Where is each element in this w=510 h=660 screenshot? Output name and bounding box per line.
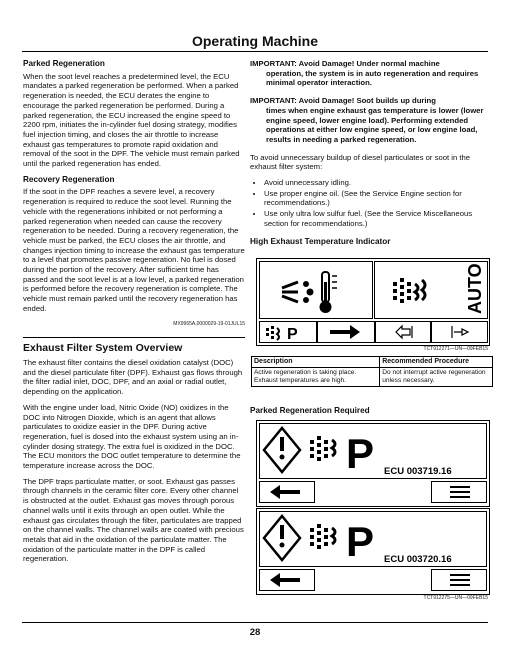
list-item: • Use only ultra low sulfur fuel. (See the Service Miscellaneous section for recommendations.) [264,209,492,228]
important-notice-2-body: times when engine exhaust gas temperature is lower (lower engine speed, lower engine load). Performing extended operations at either low engine speed, or low engine load, results in needing a parked regeneration. [266,105,484,144]
parked-regeneration-heading: Parked Regeneration [23,59,105,68]
bullet-list [250,178,492,229]
table-header-description: Description [252,357,380,368]
figure-reference-1: TCT912271—UN—09FEB15 [423,346,488,352]
page-title: Operating Machine [191,33,319,49]
back-key[interactable] [259,481,315,503]
svg-text:P: P [346,518,375,565]
parked-regen-warning-icon [260,512,486,566]
auto-regen-icon-box [374,261,488,319]
right-arrow-icon [318,322,374,342]
warning-screen-1 [259,423,487,479]
enter-key[interactable] [431,321,488,343]
ecu-code-2: ECU 003720.16 [384,554,452,565]
parked-regen-soft-key[interactable] [259,321,317,343]
back-key[interactable] [259,569,315,591]
table-cell: Do not interrupt active regeneration unless necessary. [380,368,493,387]
ecu-code-1: ECU 003719.16 [384,466,452,477]
left-column [23,59,245,570]
svg-text:P: P [287,326,298,342]
overview-paragraph-2: With the engine under load, Nitric Oxide (NO) oxidizes in the DOC into Nitrogen Dioxide, which is an agent that allows particulates to oxidize easier in the DPF. During active regeneration, fuel is dosed into the exhaust system using an in-cylinder dosing strategy. The extra fuel is oxidized in the DOC. The ECU monitors the DOC outlet temperature to determine the temperature increase across the DOC. [23,402,241,471]
recovery-regeneration-heading: Recovery Regeneration [23,174,115,184]
recovery-regeneration-text: If the soot in the DPF reaches a severe level, a recovery regeneration is required to reduce the soot level. Running the vehicle with the regenerations inhibited or not performing a parked regeneration when needed can cause the recovery regeneration to be needed. During a recovery regeneration, the vehicle must be parked, the ECU closes the air throttle, and changes injection timing to increase the exhaust gas temperature to a level that promotes passive regeneration. No fuel is dosed during the portion of the recovery. After sufficient time has passed and the soot level is at a low level, a parked regeneration is performed before the recovery regeneration is complete. The vehicle must remain parked until the recovery regeneration has ended. [23,187,245,313]
important-notice-1-lead: IMPORTANT: Avoid Damage! Under normal machine [250,59,440,68]
menu-key[interactable] [431,569,487,591]
reference-code: MX9965A,0000029-19-01JUL15 [173,320,245,327]
figure-reference-2: TCT912275—UN—09FEB15 [423,595,488,601]
parked-regeneration-required-heading: Parked Regeneration Required [250,406,370,415]
enter-icon [432,322,487,342]
parked-regen-display-1 [256,420,490,507]
high-exhaust-temperature-heading: High Exhaust Temperature Indicator [250,236,391,246]
parked-regeneration-text: When the soot level reaches a predetermined level, the ECU mandates a parked regeneration be performed. When a parked regeneration is needed, the ECU derates the engine to encourage the parked regeneration be performed. During a parked regeneration, the ECU increased the engine speed to 2200 rpm, initiates the in-cylinder fuel dosing strategy, modifies fuel injection timing, and closes the air throttle to increase exhaust gas temperatures to promote rapid oxidation and removal of the soot in the DPF. The vehicle must remain parked until the parked regeneration has ended. [23,71,240,169]
important-notice-2-lead: IMPORTANT: Avoid Damage! Soot builds up during [250,96,436,106]
list-item: • Use proper engine oil. (See the Service Engine section for recommendations.) [264,189,492,208]
auto-label: AUTO [465,264,485,314]
exhaust-filter-overview-heading: Exhaust Filter System Overview [23,342,183,355]
exit-icon [376,322,430,342]
right-arrow-key[interactable] [317,321,375,343]
footer-rule [22,622,488,623]
warning-screen-2 [259,511,487,567]
overview-paragraph-1: The exhaust filter contains the diesel oxidation catalyst (DOC) and the diesel particulate filter (DPF). Exhaust gas flows through the filter radial inlet, DOC, DPF, and an axial or radial outlet, depending on the application. [23,357,243,397]
exit-key[interactable] [375,321,431,343]
parked-regen-display-2 [256,508,490,595]
important-notice-1 [250,59,492,88]
table-row [252,368,493,387]
important-notice-2 [250,96,492,145]
section-divider [23,337,245,338]
table-header-procedure: Recommended Procedure [380,357,493,368]
important-notice-1-body: operation, the system is in auto regeneration and requires minimal operator interaction. [266,68,479,88]
intro-text: To avoid unnecessary buildup of diesel particulates or soot in the exhaust filter system: [250,152,471,172]
menu-list-icon [432,482,486,502]
parked-regen-icon [260,322,316,342]
svg-text:P: P [346,430,375,477]
exhaust-temp-icon-box [259,261,373,319]
page-number: 28 [249,627,261,638]
indicator-table [251,356,493,387]
high-exhaust-temperature-icon [260,262,372,318]
left-arrow-icon [260,482,314,502]
right-column [250,59,492,249]
header-rule [22,51,488,52]
overview-paragraph-3: The DPF traps particulate matter, or soot. Exhaust gas passes through channels in the ceramic filter core. Every other channel is obstructed at the outlet. Exhaust gas moves through porous channel walls until it exits through an open outlet. While the exhaust gas circulates through the filter, particulates are trapped on the channel walls. The channel walls are coated with precious metals that aid in the oxidation of the particulate matter. The oxidation of the particulate matter in the DPF is called regeneration. [23,476,244,564]
table-cell: Active regeneration is taking place. Exhaust temperatures are high. [252,368,380,387]
parked-regen-warning-icon [260,424,486,478]
list-item: • Avoid unnecessary idling. [264,178,492,188]
menu-key[interactable] [431,481,487,503]
left-arrow-icon [260,570,314,590]
indicator-display-panel [256,258,490,346]
menu-list-icon [432,570,486,590]
